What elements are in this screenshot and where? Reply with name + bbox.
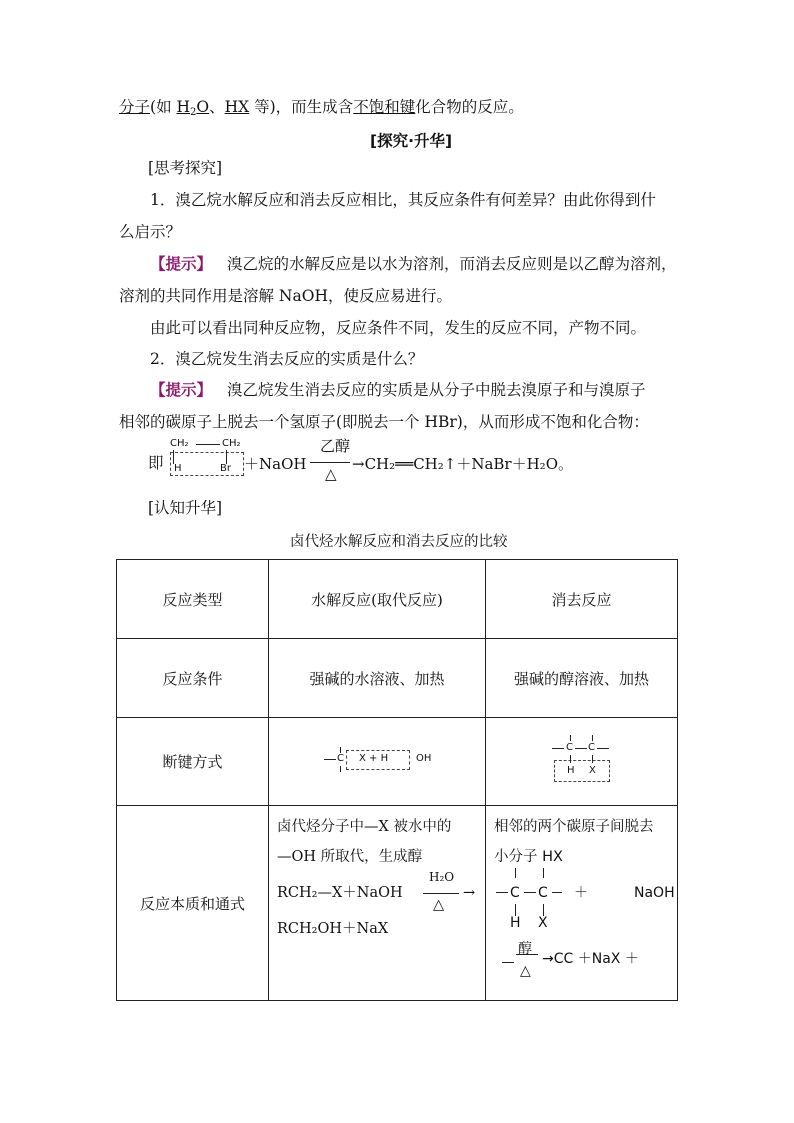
eq-ch2-a: CH₂ — [170, 438, 189, 449]
eli-h: H — [567, 764, 575, 776]
eli-bond-up2 — [592, 735, 593, 741]
hyd-c: C — [337, 752, 344, 764]
answer-1-line2: 溶剂的共同作用是溶解 NaOH，使反应易进行。 — [119, 287, 452, 305]
answer-1-line3: 由此可以看出同种反应物，反应条件不同，发生的反应不同，产物不同。 — [150, 319, 647, 337]
hyd-c-bond-down — [340, 766, 341, 772]
table-title: 卤代烃水解反应和消去反应的比较 — [290, 534, 508, 550]
intro-molecule: 分子 — [119, 98, 151, 116]
answer-2-line1: 【提示】 溴乙烷发生消去反应的实质是从分子中脱去溴原子和与溴原子 — [150, 381, 646, 399]
intro-hx: HX — [224, 98, 250, 116]
row-condition-hydrolysis: 强碱的水溶液、加热 — [269, 639, 486, 718]
question-1-line2: 么启示？ — [119, 223, 182, 241]
eli-equation: 醇 △ →CC ＋NaX ＋ — [494, 940, 671, 980]
row-bond-label: 断键方式 — [117, 718, 269, 806]
eli-c2: C — [588, 741, 595, 753]
intro-line: 分子(如 $H_2O$、HX 等)，而生成含不饱和键化合物的反应。 — [119, 98, 524, 118]
eq-bond-right — [226, 450, 227, 464]
eq-br: Br — [220, 463, 231, 474]
eli-dashed-box — [554, 760, 610, 782]
intro-h2o: $H_2O$ — [176, 98, 210, 118]
eq-cond-top: 乙醇 — [320, 437, 351, 455]
eli-structure: C C H X ＋ NaOH — [494, 872, 671, 940]
question-2: 2．溴乙烷发生消去反应的实质是什么？ — [150, 350, 424, 368]
eq-cond-bottom: △ — [325, 465, 337, 483]
row-bond-hydrolysis — [269, 718, 486, 806]
hyd-equation: RCH₂—X＋NaOH H₂O △ → — [277, 870, 476, 913]
eq-plus-naoh: ＋NaOH — [244, 455, 307, 473]
eli-bond-up1 — [570, 735, 571, 741]
eq-h: H — [174, 463, 182, 474]
answer-2-line2: 相邻的碳原子上脱去一个氢原子(即脱去一个 HBr)，从而形成不饱和化合物： — [119, 413, 649, 431]
eq-arrow-line — [310, 462, 350, 463]
eq-bond-line — [196, 444, 220, 445]
answer-1-line1: 【提示】 溴乙烷的水解反应是以水为溶剂，而消去反应则是以乙醇为溶剂， — [150, 255, 677, 273]
eli-x: X — [589, 764, 596, 776]
eli-bond-right — [597, 748, 609, 749]
row-condition-label: 反应条件 — [117, 639, 269, 718]
elimination-equation — [148, 436, 598, 486]
hyd-c-bond-up — [340, 747, 341, 753]
row-essence-elimination: 相邻的两个碳原子间脱去 小分子 HX C C H X ＋ NaOH 醇 △ →CC ＋NaX ＋ — [486, 806, 678, 1001]
row-bond-elimination — [486, 718, 678, 806]
cognition-heading: [认知升华] — [148, 499, 223, 517]
row-essence-hydrolysis: 卤代烃分子中—X 被水中的 —OH 所取代，生成醇 RCH₂—X＋NaOH H₂O △ → RCH₂OH＋NaX — [269, 806, 486, 1001]
row-condition-elimination: 强碱的醇溶液、加热 — [486, 639, 678, 718]
eli-bond-left — [552, 748, 564, 749]
eli-bond-mid — [575, 748, 587, 749]
eq-ch2-b: CH₂ — [222, 438, 241, 449]
tip-label-2: 【提示】 — [150, 381, 213, 399]
header-hydrolysis: 水解反应(取代反应) — [269, 560, 486, 639]
header-type: 反应类型 — [117, 560, 269, 639]
eq-bond-left — [173, 450, 174, 464]
intro-unsaturated: 不饱和键 — [353, 98, 416, 116]
section-title: [探究·升华] — [370, 132, 453, 150]
comparison-table — [116, 559, 678, 1001]
hyd-mid: X + H — [359, 752, 389, 764]
question-1-line1: 1．溴乙烷水解反应和消去反应相比，其反应条件有何差异？由此你得到什 — [150, 191, 656, 209]
row-essence-label: 反应本质和通式 — [117, 806, 269, 1001]
eq-prefix: 即 — [148, 454, 164, 472]
eli-c1: C — [566, 741, 573, 753]
eq-product: →CH₂══CH₂↑＋NaBr＋H₂O。 — [352, 455, 573, 473]
eli-bond-down2 — [592, 755, 593, 763]
tip-label: 【提示】 — [150, 255, 213, 273]
eli-bond-down1 — [570, 755, 571, 763]
think-heading: [思考探究] — [148, 159, 223, 177]
hyd-bond-dash — [324, 759, 336, 760]
hyd-oh: OH — [416, 752, 432, 764]
header-elimination: 消去反应 — [486, 560, 678, 639]
